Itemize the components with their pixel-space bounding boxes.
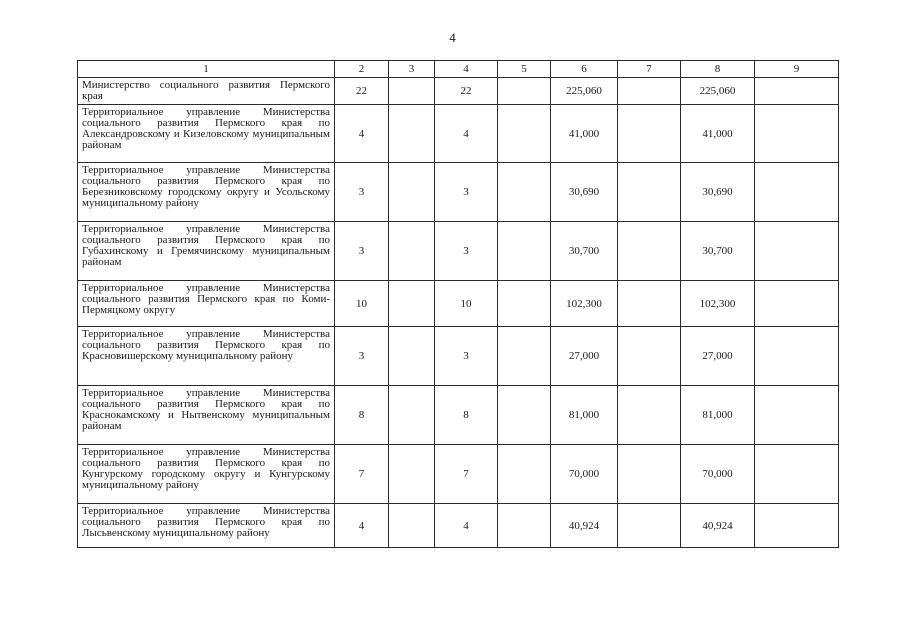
table-row (78, 78, 839, 105)
cell-col-5 (498, 327, 551, 386)
cell-col-7 (618, 281, 681, 327)
cell-col-5 (498, 281, 551, 327)
cell-col-2: 7 (335, 445, 389, 504)
cell-col-5 (498, 222, 551, 281)
cell-col-6: 27,000 (551, 327, 618, 386)
cell-col-2: 4 (335, 105, 389, 163)
column-header: 5 (498, 61, 551, 78)
cell-col-8: 30,690 (681, 163, 755, 222)
cell-col-8: 70,000 (681, 445, 755, 504)
cell-col-4: 22 (435, 78, 498, 105)
cell-col-7 (618, 78, 681, 105)
cell-col-9 (755, 281, 839, 327)
cell-col-2: 3 (335, 327, 389, 386)
cell-col-7 (618, 222, 681, 281)
cell-col-5 (498, 386, 551, 445)
cell-col-3 (389, 78, 435, 105)
organization-name: Территориальное управление Министерства социального развития Пермского края по Березниковскому городскому округу и Усольскому муниципальному району (78, 163, 335, 222)
cell-col-7 (618, 105, 681, 163)
column-header: 1 (78, 61, 335, 78)
cell-col-2: 4 (335, 504, 389, 548)
cell-col-4: 3 (435, 327, 498, 386)
column-header: 3 (389, 61, 435, 78)
organization-name: Территориальное управление Министерства социального развития Пермского края по Краснокамскому и Нытвенскому муниципальным районам (78, 386, 335, 445)
column-header: 9 (755, 61, 839, 78)
column-header: 6 (551, 61, 618, 78)
organization-name: Территориальное управление Министерства социального развития Пермского края по Красновишерскому муниципальному району (78, 327, 335, 386)
cell-col-2: 3 (335, 163, 389, 222)
cell-col-3 (389, 222, 435, 281)
cell-col-9 (755, 222, 839, 281)
cell-col-8: 102,300 (681, 281, 755, 327)
cell-col-7 (618, 327, 681, 386)
cell-col-4: 7 (435, 445, 498, 504)
table-row (78, 163, 839, 222)
cell-col-7 (618, 386, 681, 445)
page-number: 4 (449, 30, 456, 45)
organization-name: Территориальное управление Министерства социального развития Пермского края по Губахинскому и Гремячинскому муниципальным районам (78, 222, 335, 281)
cell-col-5 (498, 163, 551, 222)
cell-col-6: 70,000 (551, 445, 618, 504)
table-row (78, 504, 839, 548)
organization-name: Территориальное управление Министерства социального развития Пермского края по Кунгурскому городскому округу и Кунгурскому муниципальному району (78, 445, 335, 504)
column-header: 4 (435, 61, 498, 78)
table-row (78, 222, 839, 281)
cell-col-9 (755, 105, 839, 163)
organization-name: Министерство социального развития Пермского края (78, 78, 335, 105)
cell-col-8: 225,060 (681, 78, 755, 105)
cell-col-6: 81,000 (551, 386, 618, 445)
cell-col-7 (618, 504, 681, 548)
cell-col-6: 102,300 (551, 281, 618, 327)
cell-col-4: 8 (435, 386, 498, 445)
cell-col-2: 3 (335, 222, 389, 281)
cell-col-3 (389, 281, 435, 327)
column-header: 8 (681, 61, 755, 78)
budget-table (77, 60, 839, 548)
cell-col-4: 4 (435, 105, 498, 163)
cell-col-3 (389, 105, 435, 163)
table-row (78, 327, 839, 386)
cell-col-8: 27,000 (681, 327, 755, 386)
cell-col-2: 8 (335, 386, 389, 445)
cell-col-6: 30,700 (551, 222, 618, 281)
cell-col-2: 22 (335, 78, 389, 105)
cell-col-9 (755, 445, 839, 504)
table-row (78, 105, 839, 163)
cell-col-4: 3 (435, 163, 498, 222)
cell-col-4: 4 (435, 504, 498, 548)
table-row (78, 386, 839, 445)
table-row (78, 445, 839, 504)
cell-col-9 (755, 78, 839, 105)
cell-col-3 (389, 163, 435, 222)
cell-col-8: 81,000 (681, 386, 755, 445)
cell-col-9 (755, 163, 839, 222)
organization-name: Территориальное управление Министерства социального развития Пермского края по Александровскому и Кизеловскому муниципальным районам (78, 105, 335, 163)
cell-col-9 (755, 327, 839, 386)
cell-col-3 (389, 504, 435, 548)
cell-col-3 (389, 327, 435, 386)
cell-col-5 (498, 504, 551, 548)
cell-col-3 (389, 386, 435, 445)
column-header: 7 (618, 61, 681, 78)
table-header-row (78, 61, 839, 78)
organization-name: Территориальное управление Министерства социального развития Пермского края по Коми-Пермяцкому округу (78, 281, 335, 327)
cell-col-6: 225,060 (551, 78, 618, 105)
cell-col-9 (755, 504, 839, 548)
organization-name: Территориальное управление Министерства социального развития Пермского края по Лысьвенскому муниципальному району (78, 504, 335, 548)
cell-col-4: 3 (435, 222, 498, 281)
cell-col-6: 40,924 (551, 504, 618, 548)
cell-col-7 (618, 163, 681, 222)
cell-col-6: 30,690 (551, 163, 618, 222)
cell-col-9 (755, 386, 839, 445)
table-row (78, 281, 839, 327)
cell-col-5 (498, 445, 551, 504)
cell-col-5 (498, 78, 551, 105)
cell-col-5 (498, 105, 551, 163)
cell-col-8: 40,924 (681, 504, 755, 548)
cell-col-6: 41,000 (551, 105, 618, 163)
cell-col-4: 10 (435, 281, 498, 327)
cell-col-8: 41,000 (681, 105, 755, 163)
column-header: 2 (335, 61, 389, 78)
cell-col-7 (618, 445, 681, 504)
cell-col-3 (389, 445, 435, 504)
cell-col-2: 10 (335, 281, 389, 327)
cell-col-8: 30,700 (681, 222, 755, 281)
